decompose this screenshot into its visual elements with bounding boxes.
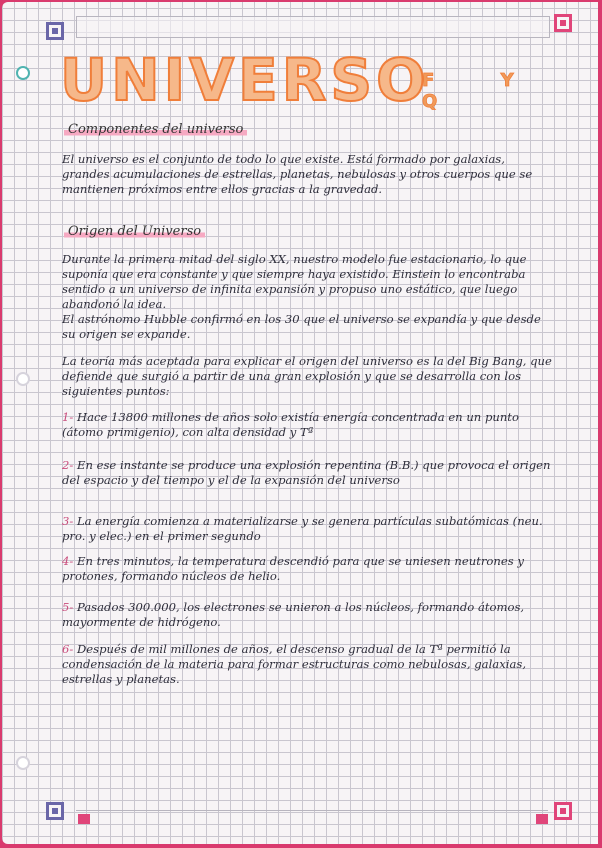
notebook-page xyxy=(2,2,598,844)
corner-mark-top-left xyxy=(46,22,64,40)
list-text: Pasados 300.000, los electrones se unieron a los núcleos, formando átomos, mayormente de hidrógeno. xyxy=(62,600,525,629)
list-number: 2- xyxy=(62,458,74,472)
list-text: En ese instante se produce una explosión repentina (B.B.) que provoca el origen del espacio y del tiempo y el de la expansión del universo xyxy=(62,458,551,487)
header-box xyxy=(76,16,550,38)
list-item xyxy=(62,600,552,630)
list-item xyxy=(62,514,552,544)
list-number: 5- xyxy=(62,600,74,614)
binder-hole xyxy=(16,66,30,80)
list-item xyxy=(62,458,552,488)
list-item xyxy=(62,554,552,584)
subject-label: F Y Q xyxy=(422,70,544,112)
list-text: Después de mil millones de años, el descenso gradual de la Tª permitió la condensación de la materia para formar estructuras como nebulosas, galaxias, estrellas y planetas. xyxy=(62,642,527,686)
section-heading-components: Componentes del universo xyxy=(64,122,247,137)
binder-hole xyxy=(16,372,30,386)
binder-hole xyxy=(16,756,30,770)
section-heading-origin: Origen del Universo xyxy=(64,224,205,239)
footer-mark xyxy=(78,814,90,824)
corner-mark-bottom-right xyxy=(554,802,572,820)
origin-paragraph-2: El astrónomo Hubble confirmó en los 30 que el universo se expandía y que desde su origen se expande. xyxy=(62,312,541,341)
theory-paragraph: La teoría más aceptada para explicar el origen del universo es la del Big Bang, que defiende que surgió a partir de una gran explosión y que se desarrolla con los siguientes puntos: xyxy=(62,354,552,398)
list-item xyxy=(62,410,552,440)
list-text: La energía comienza a materializarse y se genera partículas subatómicas (neu. pro. y elec.) en el primer segundo xyxy=(62,514,543,543)
footer-line xyxy=(76,810,548,811)
corner-mark-bottom-left xyxy=(46,802,64,820)
footer-mark xyxy=(536,814,548,824)
origin-paragraph-1: Durante la primera mitad del siglo XX, nuestro modelo fue estacionario, lo que suponía que era constante y que siempre haya existido. Einstein lo encontraba sentido a un universo de infinita expansión y propuso uno estático, que luego abandonó la idea. xyxy=(62,252,527,311)
corner-mark-top-right xyxy=(554,14,572,32)
list-item xyxy=(62,642,552,687)
title-block xyxy=(60,48,429,112)
list-number: 4- xyxy=(62,554,74,568)
list-text: En tres minutos, la temperatura descendió para que se uniesen neutrones y protones, formando núcleos de helio. xyxy=(62,554,524,583)
page-title: UNIVERSO xyxy=(60,46,430,114)
list-number: 1- xyxy=(62,410,74,424)
list-number: 3- xyxy=(62,514,74,528)
list-number: 6- xyxy=(62,642,74,656)
components-paragraph: El universo es el conjunto de todo lo que existe. Está formado por galaxias, grandes acumulaciones de estrellas, planetas, nebulosas y otros cuerpos que se mantienen próximos entre ellos gracias a la gravedad. xyxy=(62,152,533,196)
list-text: Hace 13800 millones de años solo existía energía concentrada en un punto (átomo primigenio), con alta densidad y Tª xyxy=(62,410,519,439)
